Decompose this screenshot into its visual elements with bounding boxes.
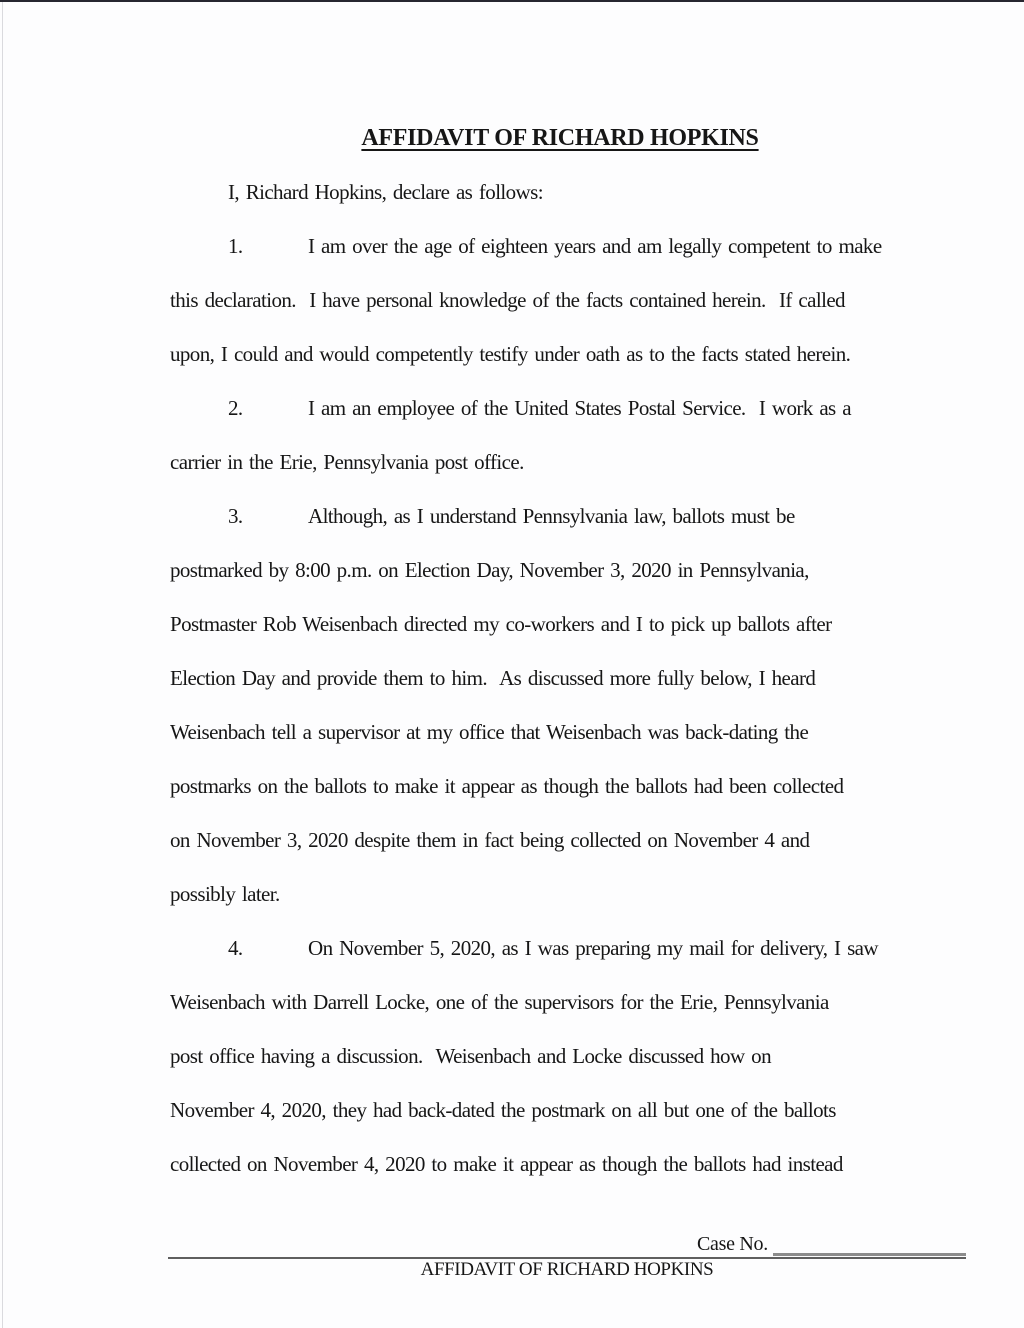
footer-rule-row [168, 1230, 966, 1259]
paragraph-4-number: 4. [228, 936, 243, 960]
paragraph-1-line-3: upon, I could and would competently testify under oath as to the facts stated herein. [170, 342, 851, 366]
paragraph-3-line-3: Postmaster Rob Weisenbach directed my co-workers and I to pick up ballots after [170, 612, 832, 636]
intro-line: I, Richard Hopkins, declare as follows: [228, 180, 543, 204]
paragraph-4-text: On November 5, 2020, as I was preparing my mail for delivery, I saw [308, 936, 878, 960]
paragraph-2-text: I am an employee of the United States Postal Service. I work as a [308, 396, 851, 420]
paragraph-2-first-line [170, 381, 950, 435]
paragraph-2-number: 2. [228, 396, 243, 420]
paragraph-4-first-line [170, 921, 950, 975]
document-body [170, 2, 950, 1191]
paragraph-4-line-5: collected on November 4, 2020 to make it appear as though the ballots had instead [170, 1152, 843, 1176]
paragraph-4-line-2: Weisenbach with Darrell Locke, one of the supervisors for the Erie, Pennsylvania [170, 990, 829, 1014]
footer-document-title: AFFIDAVIT OF RICHARD HOPKINS [420, 1259, 714, 1280]
case-number-blank-line [773, 1253, 966, 1256]
paragraph-3-line-5: Weisenbach tell a supervisor at my office that Weisenbach was back-dating the [170, 720, 809, 744]
paragraph-3-line-7: on November 3, 2020 despite them in fact being collected on November 4 and [170, 828, 810, 852]
paragraph-1-text: I am over the age of eighteen years and am legally competent to make [308, 234, 882, 258]
paragraph-3-line-4: Election Day and provide them to him. As discussed more fully below, I heard [170, 666, 816, 690]
document-title: AFFIDAVIT OF RICHARD HOPKINS [361, 125, 759, 151]
paragraph-3-line-6: postmarks on the ballots to make it appear as though the ballots had been collected [170, 774, 844, 798]
paragraph-1-number: 1. [228, 234, 243, 258]
paragraph-1-line-2: this declaration. I have personal knowledge of the facts contained herein. If called [170, 288, 845, 312]
paragraph-3-first-line [170, 489, 950, 543]
paragraph-3-line-8: possibly later. [170, 882, 280, 906]
paragraph-4-line-3: post office having a discussion. Weisenbach and Locke discussed how on [170, 1044, 771, 1068]
case-number-label: Case No. [697, 1233, 768, 1255]
scan-left-edge-line [2, 2, 3, 1328]
paragraph-2-line-2: carrier in the Erie, Pennsylvania post office. [170, 450, 524, 474]
paragraph-3-number: 3. [228, 504, 243, 528]
paragraph-3-line-2: postmarked by 8:00 p.m. on Election Day, November 3, 2020 in Pennsylvania, [170, 558, 809, 582]
paragraph-1-first-line [170, 219, 950, 273]
paragraph-3-text: Although, as I understand Pennsylvania law, ballots must be [308, 504, 795, 528]
paragraph-4-line-4: November 4, 2020, they had back-dated the postmark on all but one of the ballots [170, 1098, 836, 1122]
